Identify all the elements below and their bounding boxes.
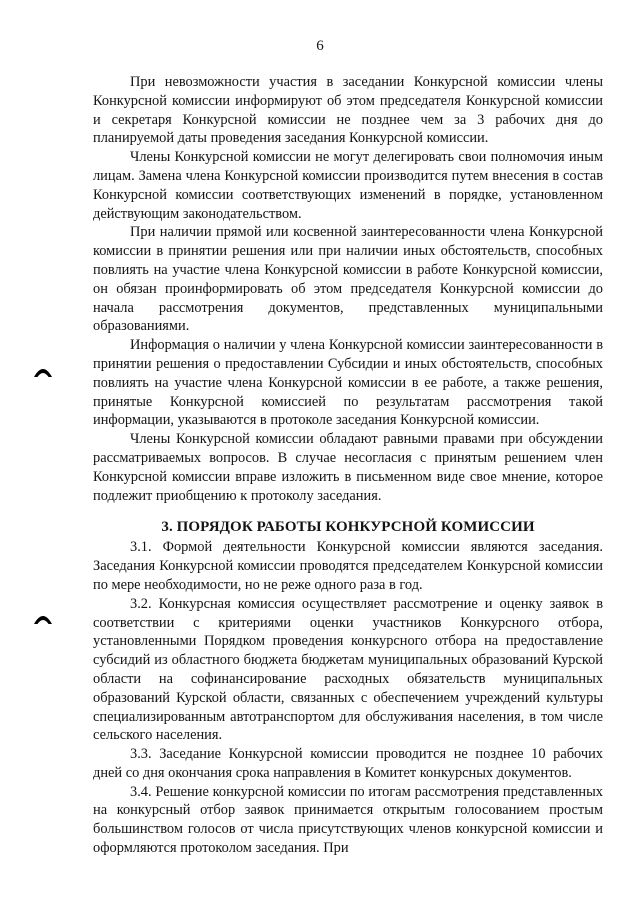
paragraph: Члены Конкурсной комиссии не могут делегировать свои полномочия иным лицам. Замена члена Конкурсной комиссии производится путем внесения в состав Конкурсной комиссии соответствующих изменений в порядке, установленном действующим законодательством. <box>93 149 603 222</box>
document-body <box>93 73 603 858</box>
paragraph: 3.4. Решение конкурсной комиссии по итогам рассмотрения представленных на конкурсный отбор заявок принимается открытым голосованием простым большинством голосов от числа присутствующих членов конкурсной комиссии и оформляются протоколом заседания. При <box>93 783 603 857</box>
paragraph: При невозможности участия в заседании Конкурсной комиссии члены Конкурсной комиссии информируют об этом председателя Конкурсной комиссии и секретаря Конкурсной комиссии не позднее чем за 3 рабочих дня до планируемой даты проведения заседания Конкурсной комиссии. <box>93 74 603 147</box>
binding-hole-mark-icon <box>33 364 53 378</box>
page-number: 6 <box>316 38 324 54</box>
binding-hole-mark-icon <box>33 611 53 625</box>
paragraph: 3.3. Заседание Конкурсной комиссии проводится не позднее 10 рабочих дней со дня окончания срока направления в Комитет конкурсных документов. <box>93 746 603 781</box>
section-heading: 3. ПОРЯДОК РАБОТЫ КОНКУРСНОЙ КОМИССИИ <box>161 519 535 536</box>
paragraph: При наличии прямой или косвенной заинтересованности члена Конкурсной комиссии в принятии решения или при наличии иных обстоятельств, способных повлиять на участие члена Конкурсной комиссии в работе Конкурсной комиссии, он обязан проинформировать об этом председателя Конкурсной комиссии до начала рассмотрения документов, представленных муниципальными образованиями. <box>93 224 603 335</box>
paragraph: 3.1. Формой деятельности Конкурсной комиссии являются заседания. Заседания Конкурсной комиссии проводятся председателем Конкурсной комиссии по мере необходимости, но не реже одного раза в год. <box>93 539 603 593</box>
paragraph: Информация о наличии у члена Конкурсной комиссии заинтересованности в принятии решения о предоставлении Субсидии и иных обстоятельств, способных повлиять на участие члена Конкурсной комиссии в ее работе, а также решения, принятые Конкурсной комиссией по результатам рассмотрения такой информации, указываются в протоколе заседания Конкурсной комиссии. <box>93 337 603 429</box>
paragraph: 3.2. Конкурсная комиссия осуществляет рассмотрение и оценку заявок в соответствии с критериями оценки участников Конкурсного отбора, установленными Порядком проведения конкурсного отбора на предоставление субсидий из областного бюджета бюджетам муниципальных образований Курской области на софинансирование расходных обязательств муниципальных образований Курской области, связанных с обеспечением учреждений культуры специализированным автотранспортом для обслуживания населения, в том числе сельского населения. <box>93 595 603 744</box>
paragraph: Члены Конкурсной комиссии обладают равными правами при обсуждении рассматриваемых вопросов. В случае несогласия с принятым решением член Конкурсной комиссии вправе изложить в письменном виде свое мнение, которое подлежит приобщению к протоколу заседания. <box>93 431 603 504</box>
